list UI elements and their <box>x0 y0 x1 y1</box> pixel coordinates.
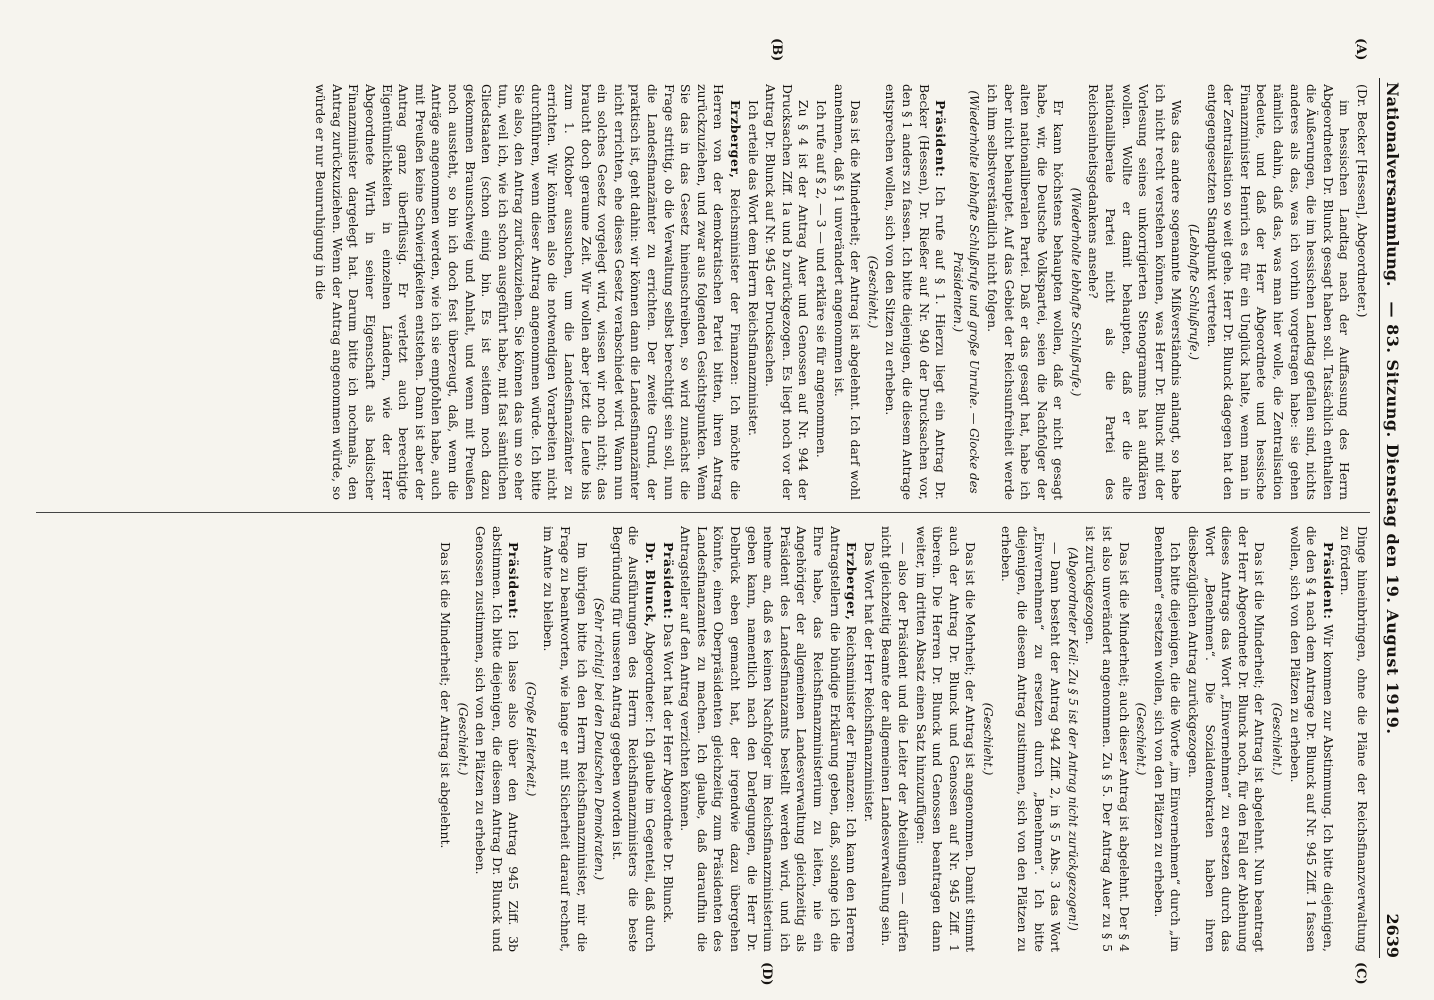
stage-direction: (Abgeordneter Keil: Zu § 5 ist der Antrag nicht zurückgezogen!) <box>1065 547 1080 931</box>
page-number: 2639 <box>1383 913 1402 958</box>
stage-direction: (Geschieht.) <box>1270 702 1285 776</box>
paragraph: im hessischen Landtag nach der Auffassung des Herrn Abgeordneten Dr. Blunck gesagt haben soll. Tatsächlich enthalten die Äußerungen, die im hessischen Landtag gefallen sind, nichts anderes als das, was ich vorhin vorgetragen habe: sie gehen nämlich dahin, daß das, was man hier wolle, die Zentralisation bedeute, und daß der Herr Abgeordnete und hessische Finanzminister Henrich es für ein Unglück halte, wenn man in der Zentralisation so weit gehe. Herr Dr. Blunck dagegen hat den entgegengesetzten Standpunkt vertreten. <box>1204 84 1353 500</box>
paragraph: Das Wort hat der Herr Reichsfinanzminister. <box>861 542 877 823</box>
paragraph: Im übrigen bitte ich den Herrn Reichsfinanzminister, mir die Frage zu beantworten, wie lange er mit Sicherheit darauf rechnet, im Amte zu bleiben. <box>541 526 590 952</box>
paragraph: Das ist die Minderheit; der Antrag ist abgelehnt. <box>437 542 453 849</box>
speaker-name: Präsident: <box>1320 542 1336 620</box>
paragraph: Ich bitte diejenigen, die die Worte „im Einvernehmen“ durch „im Benehmen“ ersetzen wollen, sich von den Plätzen zu erheben. <box>1151 526 1184 952</box>
stage-direction: (Lebhafte Schlußrufe.) <box>1187 224 1202 360</box>
stage-direction: (Geschieht.) <box>865 255 880 329</box>
paragraph: Das ist die Mehrheit; der Antrag ist angenommen. Damit stimmt auch der Antrag Dr. Blunck und Genossen auf Nr. 945 Ziff. 1 überein. Die Herren Dr. Blunck und Genossen beantragen dann weiter, im dritten Absatz einen Satz hinzuzufügen: <box>913 526 979 952</box>
header-left-word: Nationalversammlung. <box>1383 82 1402 287</box>
speech-text: Ich lasse also über den Antrag 945 Ziff. 3b abstimmen. Ich bitte diejenigen, die diesem Antrag Dr. Blunck und Genossen zustimmen, sich von den Plätzen zu erheben. <box>473 526 522 952</box>
stage-direction: (Sehr richtig! bei den Deutschen Demokraten.) <box>592 597 607 881</box>
paragraph: Ich erteile das Wort dem Herrn Reichsfinanzminister. <box>745 100 761 437</box>
paragraph: Er kann höchstens behaupten wollen, daß er nicht gesagt habe, wir, die Deutsche Volkspartei, seien die Nachfolger der alten nationalliberalen Partei. Daß er das gesagt hat, habe ich aber nicht behauptet. Auf das Gebiet der Reichsunfreiheit werde ich ihm selbstverständlich nicht folgen. <box>984 84 1067 500</box>
page-header <box>1379 78 1404 958</box>
stage-direction: (Geschieht.) <box>980 702 995 776</box>
paragraph: — also der Präsident und die Leiter der Abteilungen — dürfen nicht gleichzeitig Beamte der allgemeinen Landesverwaltung sein. <box>879 526 911 952</box>
stage-direction: (Geschieht.) <box>455 702 470 776</box>
paragraph: (Dr. Becker [Hessen], Abgeordneter.) <box>1355 84 1370 318</box>
speaker-paragraph <box>882 84 948 500</box>
document-page <box>32 38 1404 986</box>
paragraph: Das ist die Minderheit; der Antrag ist abgelehnt. Ich darf wohl annehmen, daß § 1 unverändert angenommen ist. <box>831 84 864 500</box>
stage-direction: (Geschieht.) <box>1134 702 1149 776</box>
speech-text: Reichsminister der Finanzen: Ich möchte die Herren von der demokratischen Partei bitten, ihren Antrag zurückzuziehen, und zwar aus folgenden Gesichtspunkten. Wenn Sie das in das Gesetz hineinschreiben, so wird zunächst die Frage strittig, ob die Verwaltung selbst berechtigt sein soll, nun die Landesfinanzämter zu errichten. Der zweite Grund, der praktisch ist, geht dahin: wir können dann die Landesfinanzämter nicht errichten, ehe dieses Gesetz verabschiedet wird. Wann nun ein solches Gesetz vorgelegt wird, wissen wir noch nicht; das braucht doch geraume Zeit. Wir wollen aber jetzt die Leute bis zum 1. Oktober aussuchen, um die Landesfinanzämter zu errichten. Wir könnten also die notwendigen Vorarbeiten nicht durchführen, wenn dieser Antrag angenommen würde. Ich bitte Sie also, den Antrag zurückzuziehen. Sie können das um so eher tun, weil ich, wie ich schon ausgeführt habe, mit fast sämtlichen Gliedstaaten (schon einig bin. Es ist seitdem noch dazu gekommen Braunschweig und Anhalt, und wenn mit Preußen noch aussteht, so bin ich doch fest überzeugt, daß, wenn die Anträge angenommen werden, wie ich sie empfohlen habe, auch mit Preußen keine Schwierigkeiten entstehen. Dann ist aber der Antrag ganz überflüssig. Er verletzt auch berechtigte Eigentümlichkeiten in einzelnen Ländern, wie der Herr Abgeordnete Wirth in seiner Eigenschaft als badischer Finanzminister dargelegt hat. Darum bitte ich nochmals, den Antrag zurückzuziehen. Wenn der Antrag angenommen würde, so würde er nur Beunruhigung in die <box>313 84 744 500</box>
speaker-name: Dr. Blunck, <box>643 542 659 628</box>
speaker-name: Präsident: <box>506 542 522 620</box>
speaker-paragraph <box>1286 526 1336 952</box>
speaker-paragraph <box>312 84 743 500</box>
speaker-paragraph <box>608 526 658 952</box>
paragraph: — Dann besteht der Antrag 944 Ziff. 2, in § 5 Abs. 3 das Wort „Einvernehmen“ zu ersetzen durch „Benehmen“. Ich bitte diejenigen, die diesem Antrag zustimmen, sich von den Plätzen zu erheben. <box>998 526 1064 952</box>
paragraph: Das ist die Minderheit; der Antrag ist abgelehnt. Nun beantragt der Herr Abgeordnete Dr. Blunck noch, für den Fall der Ablehnung dieses Antrags das Wort „Einvernehmen“ zu ersetzen durch das Wort „Benehmen“. Die Sozialdemokraten haben ihren diesbezüglichen Antrag zurückgezogen. <box>1186 526 1268 952</box>
stage-direction: (Wiederholte lebhafte Schlußrufe.) <box>1068 187 1083 397</box>
paragraph: Was das andere sogenannte Mißverständnis anlangt, so habe ich nicht recht verstehen können, was Herr Dr. Blunck mit der Vorlesung seines unkorrigierten Stenogramms hat aufklären wollen. Wollte er damit behaupten, daß er die alte nationalliberale Partei nicht als die Partei des Reichseinheitsgedankens ansehe? <box>1086 84 1185 500</box>
speaker-name: Erzberger, <box>844 542 860 621</box>
speech-text: Ich rufe auf § 1. Hierzu liegt ein Antrag Dr. Becker (Hessen), Dr. Rießer auf Nr. 940 der Drucksachen vor, den § 1 anders zu fassen. Ich bitte diejenigen, die diesem Antrage entsprechen wollen, sich von den Sitzen zu erheben. <box>883 84 949 500</box>
paragraph: Dinge hineinbringen, ohne die Pläne der Reichsfinanzverwaltung zu fördern. <box>1338 526 1370 952</box>
speaker-name: Erzberger, <box>728 100 744 179</box>
margin-marker-b: (B) <box>769 38 784 62</box>
paragraph: Das ist die Minderheit; auch dieser Antrag ist abgelehnt. Der § 4 ist also unverändert angenommen. Zu § 5. Der Antrag Auer zu § 5 ist zurückgezogen. <box>1083 526 1132 952</box>
speech-text: Das Wort hat der Herr Abgeordnete Dr. Blunck. <box>660 623 676 924</box>
left-text-column <box>32 84 1370 500</box>
speaker-name: Präsident: <box>933 100 949 178</box>
margin-marker-a: (A) <box>1353 38 1368 61</box>
paragraph: Zu § 4 ist der Antrag Auer und Genossen auf Nr. 944 der Drucksachen Ziff. 1a und b zurückgezogen. Es liegt noch vor der Antrag Dr. Blunck auf Nr. 945 der Drucksachen. <box>763 84 812 500</box>
speaker-paragraph <box>472 526 522 952</box>
stage-direction: (Wiederholte lebhafte Schlußrufe und große Unruhe. — Glocke des Präsidenten.) <box>950 90 982 494</box>
stage-direction: (Große Heiterkeit.) <box>523 681 538 797</box>
speech-text: Wir kommen zur Abstimmung. Ich bitte diejenigen, die den § 4 nach dem Antrage Dr. Blunck auf Nr. 945 Ziff. 1 fassen wollen, sich von den Plätzen zu erheben. <box>1287 526 1336 952</box>
column-divider <box>36 512 1370 513</box>
speaker-name: Präsident: <box>660 542 676 620</box>
header-title: — 83. Sitzung. Dienstag den 19. August 1919. <box>1383 301 1402 735</box>
margin-marker-c: (C) <box>1353 962 1368 985</box>
margin-marker-d: (D) <box>759 962 774 986</box>
speaker-paragraph <box>677 526 860 952</box>
paragraph: Ich rufe auf § 2, — 3 — und erkläre sie für angenommen. <box>814 100 829 458</box>
speech-text: Reichsminister der Finanzen: Ich kann den Herren Antragstellern die bündige Erklärung geben, daß, solange ich die Ehre habe, das Reichsfinanzministerium zu leiten, nie ein Angehöriger der allgemeinen Landesverwaltung gleichzeitig als Präsident des Landesfinanzamts bestellt werden wird, und ich nehme an, daß es keinen Nachfolger im Reichsfinanzministerium geben kann, namentlich nach den Darlegungen, die Herr Dr. Delbrück eben gemacht hat, der irgendwie dazu übergehen könnte, einen Oberpräsidenten gleichzeitig zum Präsidenten des Landesfinanzamtes zu machen. Ich glaube, daß daraufhin die Antragsteller auf den Antrag verzichten können. <box>678 526 860 952</box>
right-text-column <box>32 526 1370 952</box>
speaker-paragraph <box>659 526 676 952</box>
speech-text: Abgeordneter: Ich glaube im Gegenteil, daß durch die Ausführungen des Herrn Reichsfinanzministers die beste Begründung für unseren Antrag gegeben worden ist. <box>609 526 659 952</box>
